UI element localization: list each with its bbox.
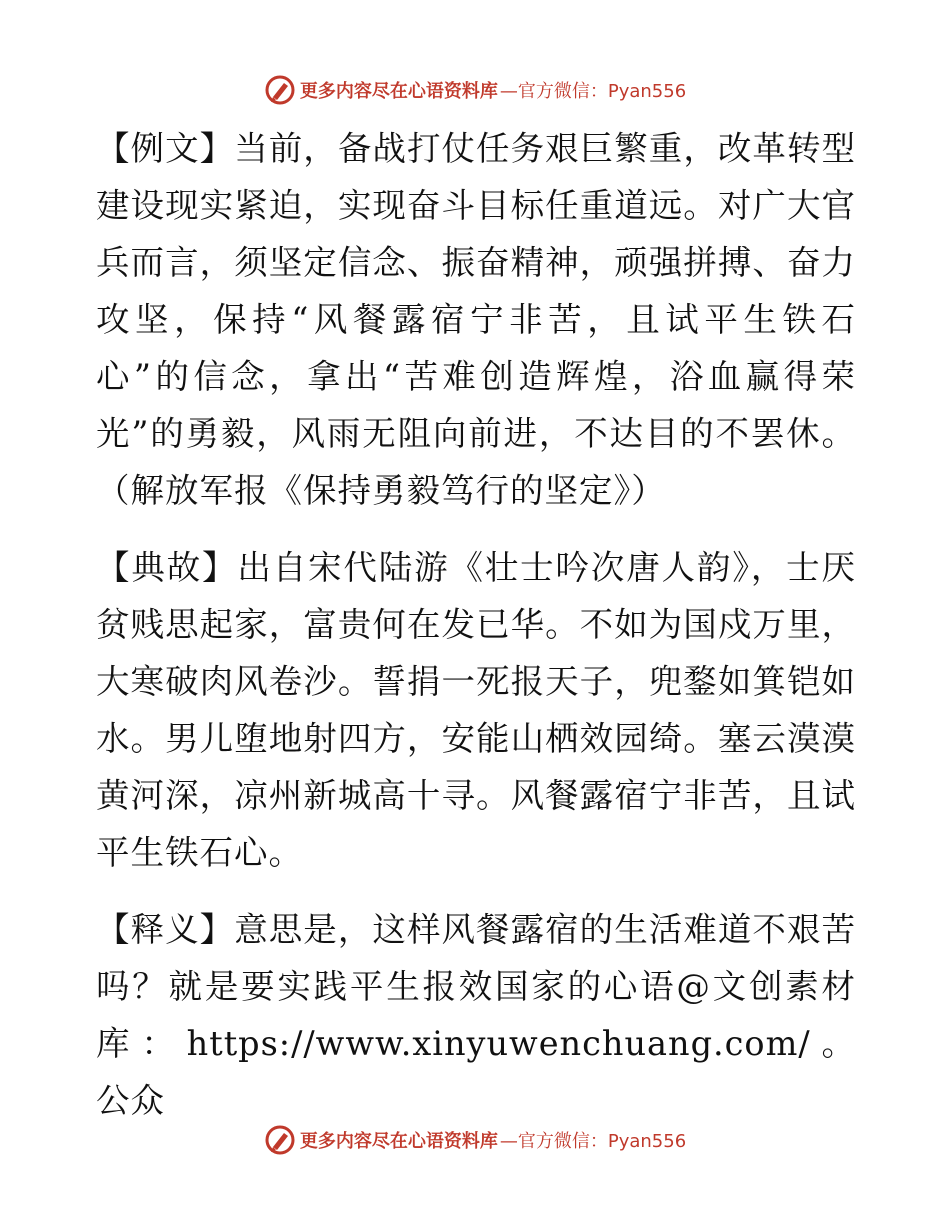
paragraph-text: 意思是，这样风餐露宿的生活难道不艰苦吗？就是要实践平生报效国家的心语@文创素材库：https://www.xinyuwenchuang.com/。公众 bbox=[96, 910, 857, 1120]
paragraph-meaning bbox=[96, 901, 856, 1129]
paragraph-tag: 【释义】 bbox=[96, 910, 235, 949]
paragraph-tag: 【例文】 bbox=[96, 129, 235, 168]
banner-contact-text: —官方微信：Pyan556 bbox=[499, 1131, 687, 1152]
footer-banner bbox=[0, 1120, 950, 1160]
paragraph-example bbox=[96, 120, 856, 519]
banner-brand-text: 更多内容尽在心语资料库 bbox=[299, 1131, 498, 1152]
paragraph-text: 当前，备战打仗任务艰巨繁重，改革转型建设现实紧迫，实现奋斗目标任重道远。对广大官兵而言，须坚定信念、振奋精神，顽强拼搏、奋力攻坚，保持“风餐露宿宁非苦，且试平生铁石心”的信念，拿出“苦难创造辉煌，浴血赢得荣光”的勇毅，风雨无阻向前进，不达目的不罢休。（解放军报《保持勇毅笃行的坚定》） bbox=[96, 129, 857, 510]
banner-brand-text: 更多内容尽在心语资料库 bbox=[299, 81, 498, 102]
paragraph-allusion bbox=[96, 539, 856, 881]
paragraph-tag: 【典故】 bbox=[96, 548, 238, 587]
banner-contact-text: —官方微信：Pyan556 bbox=[499, 81, 687, 102]
red-pen-logo-icon bbox=[264, 74, 296, 106]
paragraph-text: 出自宋代陆游《壮士吟次唐人韵》，士厌贫贱思起家，富贵何在发已华。不如为国戍万里，大寒破肉风卷沙。誓捐一死报天子，兜鍪如箕铠如水。男儿堕地射四方，安能山栖效园绮。塞云漠漠黄河深，凉州新城高十寻。风餐露宿宁非苦，且试平生铁石心。 bbox=[96, 548, 857, 872]
document-body bbox=[96, 120, 856, 1149]
red-pen-logo-icon bbox=[264, 1124, 296, 1156]
header-banner bbox=[0, 70, 950, 110]
